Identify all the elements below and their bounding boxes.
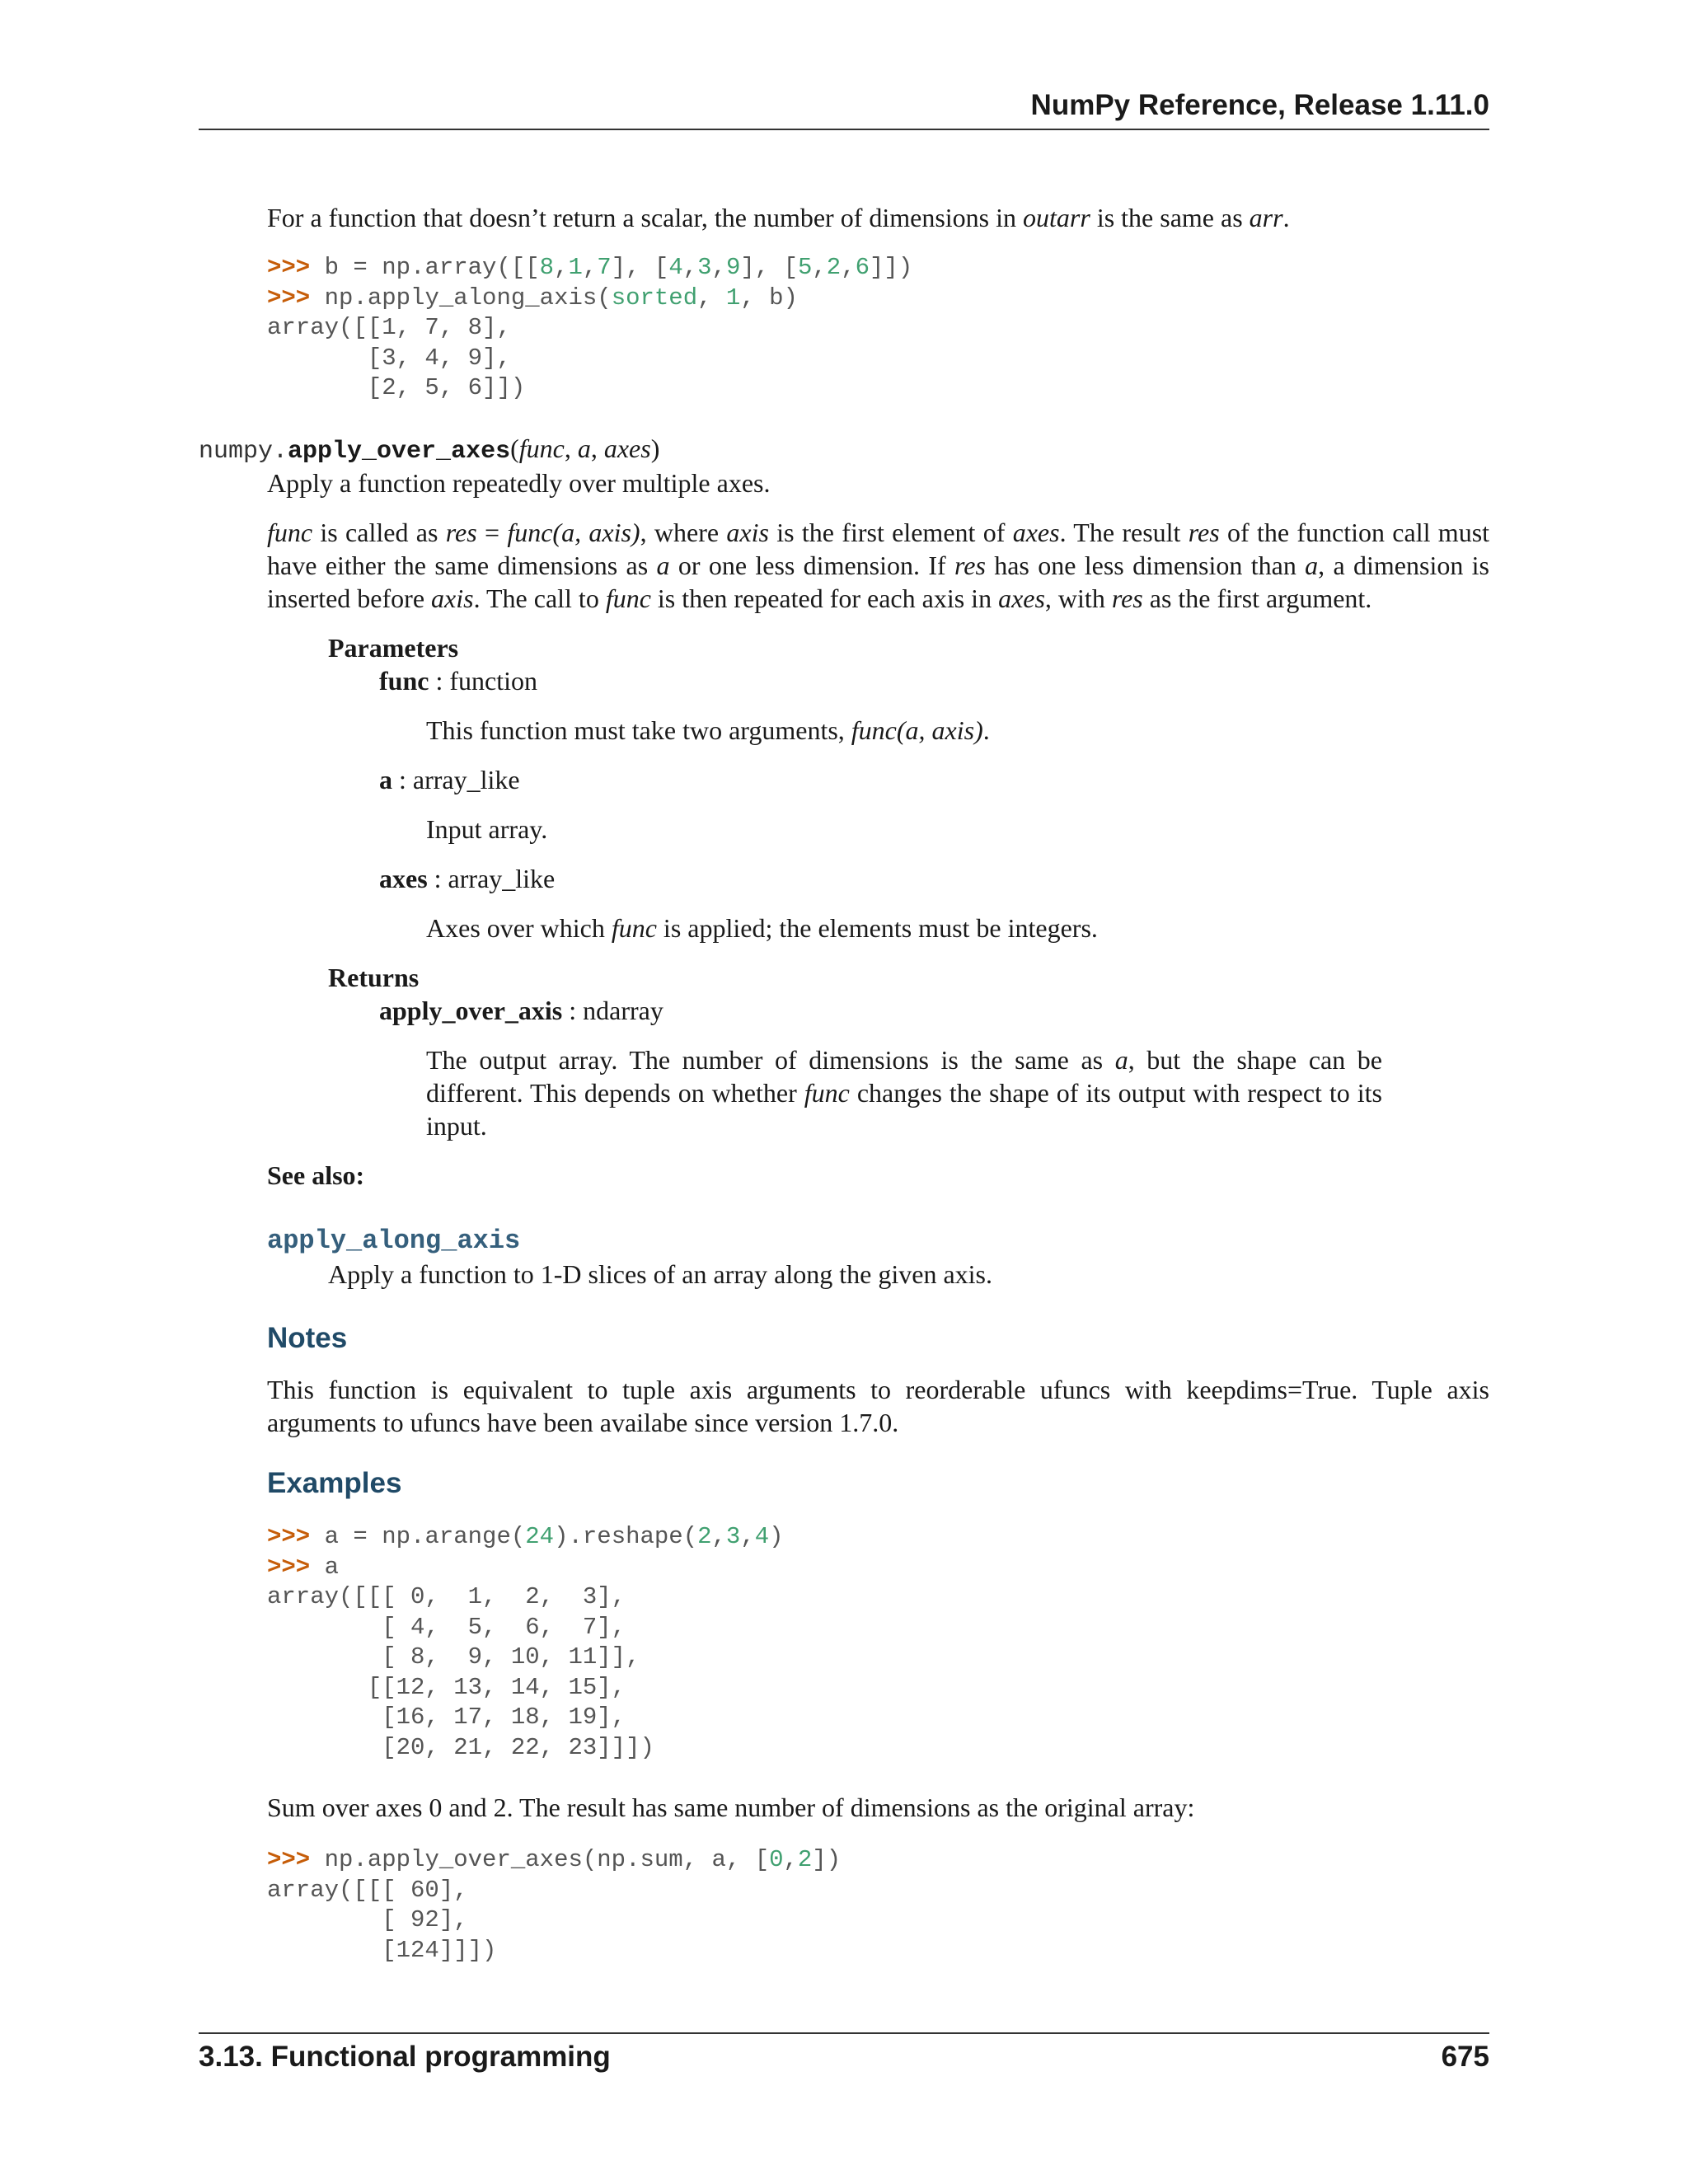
- code-block-arange-example: [267, 1522, 784, 1763]
- return-desc: The output array. The number of dimensions is the same as a, but the shape can be different. This depends on whether func changes the shape of its output with respect to its input.: [426, 1045, 1383, 1141]
- footer-rule: [199, 2032, 1489, 2034]
- param-func: func : function: [379, 666, 537, 696]
- function-description: func is called as res = func(a, axis), where axis is the first element of axes. The result res of the function call must have either the same dimensions as a or one less dimension. If res has one less dimension than a, a dimension is inserted before axis. The call to func is then repeated for each axis in axes, with res as the first argument.: [267, 518, 1490, 613]
- code-block-apply-over-axes-example: [267, 1845, 841, 1966]
- sum-explanation: Sum over axes 0 and 2. The result has same number of dimensions as the original array:: [267, 1793, 1195, 1822]
- page-number: 675: [1441, 2041, 1489, 2073]
- param-axes: axes : array_like: [379, 864, 556, 893]
- footer-section-title: 3.13. Functional programming: [199, 2041, 611, 2073]
- header-rule: [199, 129, 1489, 130]
- see-also-link[interactable]: apply_along_axis: [267, 1226, 521, 1256]
- examples-heading: Examples: [267, 1467, 402, 1499]
- param-a: a : array_like: [379, 765, 520, 794]
- function-summary: Apply a function repeatedly over multiple axes.: [267, 468, 771, 498]
- see-also-label: See also:: [267, 1160, 365, 1190]
- parameters-label: Parameters: [328, 633, 459, 663]
- running-header: NumPy Reference, Release 1.11.0: [1030, 89, 1489, 121]
- param-a-desc: Input array.: [426, 814, 548, 844]
- function-signature: numpy.apply_over_axes(func, a, axes): [199, 434, 660, 466]
- returns-label: Returns: [328, 963, 420, 992]
- code-block-sorted-example: [267, 253, 912, 404]
- param-func-desc: This function must take two arguments, func(a, axis).: [426, 715, 990, 745]
- code-line: >>> np.apply_over_axes(np.sum, a, [0,2]) array([[[ 60], [ 92], [124]]]): [267, 1846, 842, 1964]
- param-axes-desc: Axes over which func is applied; the elements must be integers.: [426, 913, 1098, 943]
- notes-text: This function is equivalent to tuple axis arguments to reorderable ufuncs with keepdims=True. Tuple axis arguments to ufuncs have been availabe since version 1.7.0.: [267, 1375, 1489, 1437]
- see-also-desc: Apply a function to 1-D slices of an array along the given axis.: [328, 1259, 992, 1289]
- code-line: >>> b = np.array([[8,1,7], [4,3,9], [5,2,6]]) >>> np.apply_along_axis(sorted, 1, b) array([[1, 7, 8], [3, 4, 9], [2, 5, 6]]): [267, 254, 913, 401]
- intro-paragraph: For a function that doesn’t return a scalar, the number of dimensions in outarr is the same as arr.: [267, 203, 1290, 232]
- return-value: apply_over_axis : ndarray: [379, 996, 663, 1025]
- notes-heading: Notes: [267, 1322, 348, 1354]
- code-line: >>> a = np.arange(24).reshape(2,3,4) >>> a array([[[ 0, 1, 2, 3], [ 4, 5, 6, 7], [ 8, 9, 10, 11]], [[12, 13, 14, 15], [16, 17, 18, 19], [20, 21, 22, 23]]]): [267, 1523, 784, 1761]
